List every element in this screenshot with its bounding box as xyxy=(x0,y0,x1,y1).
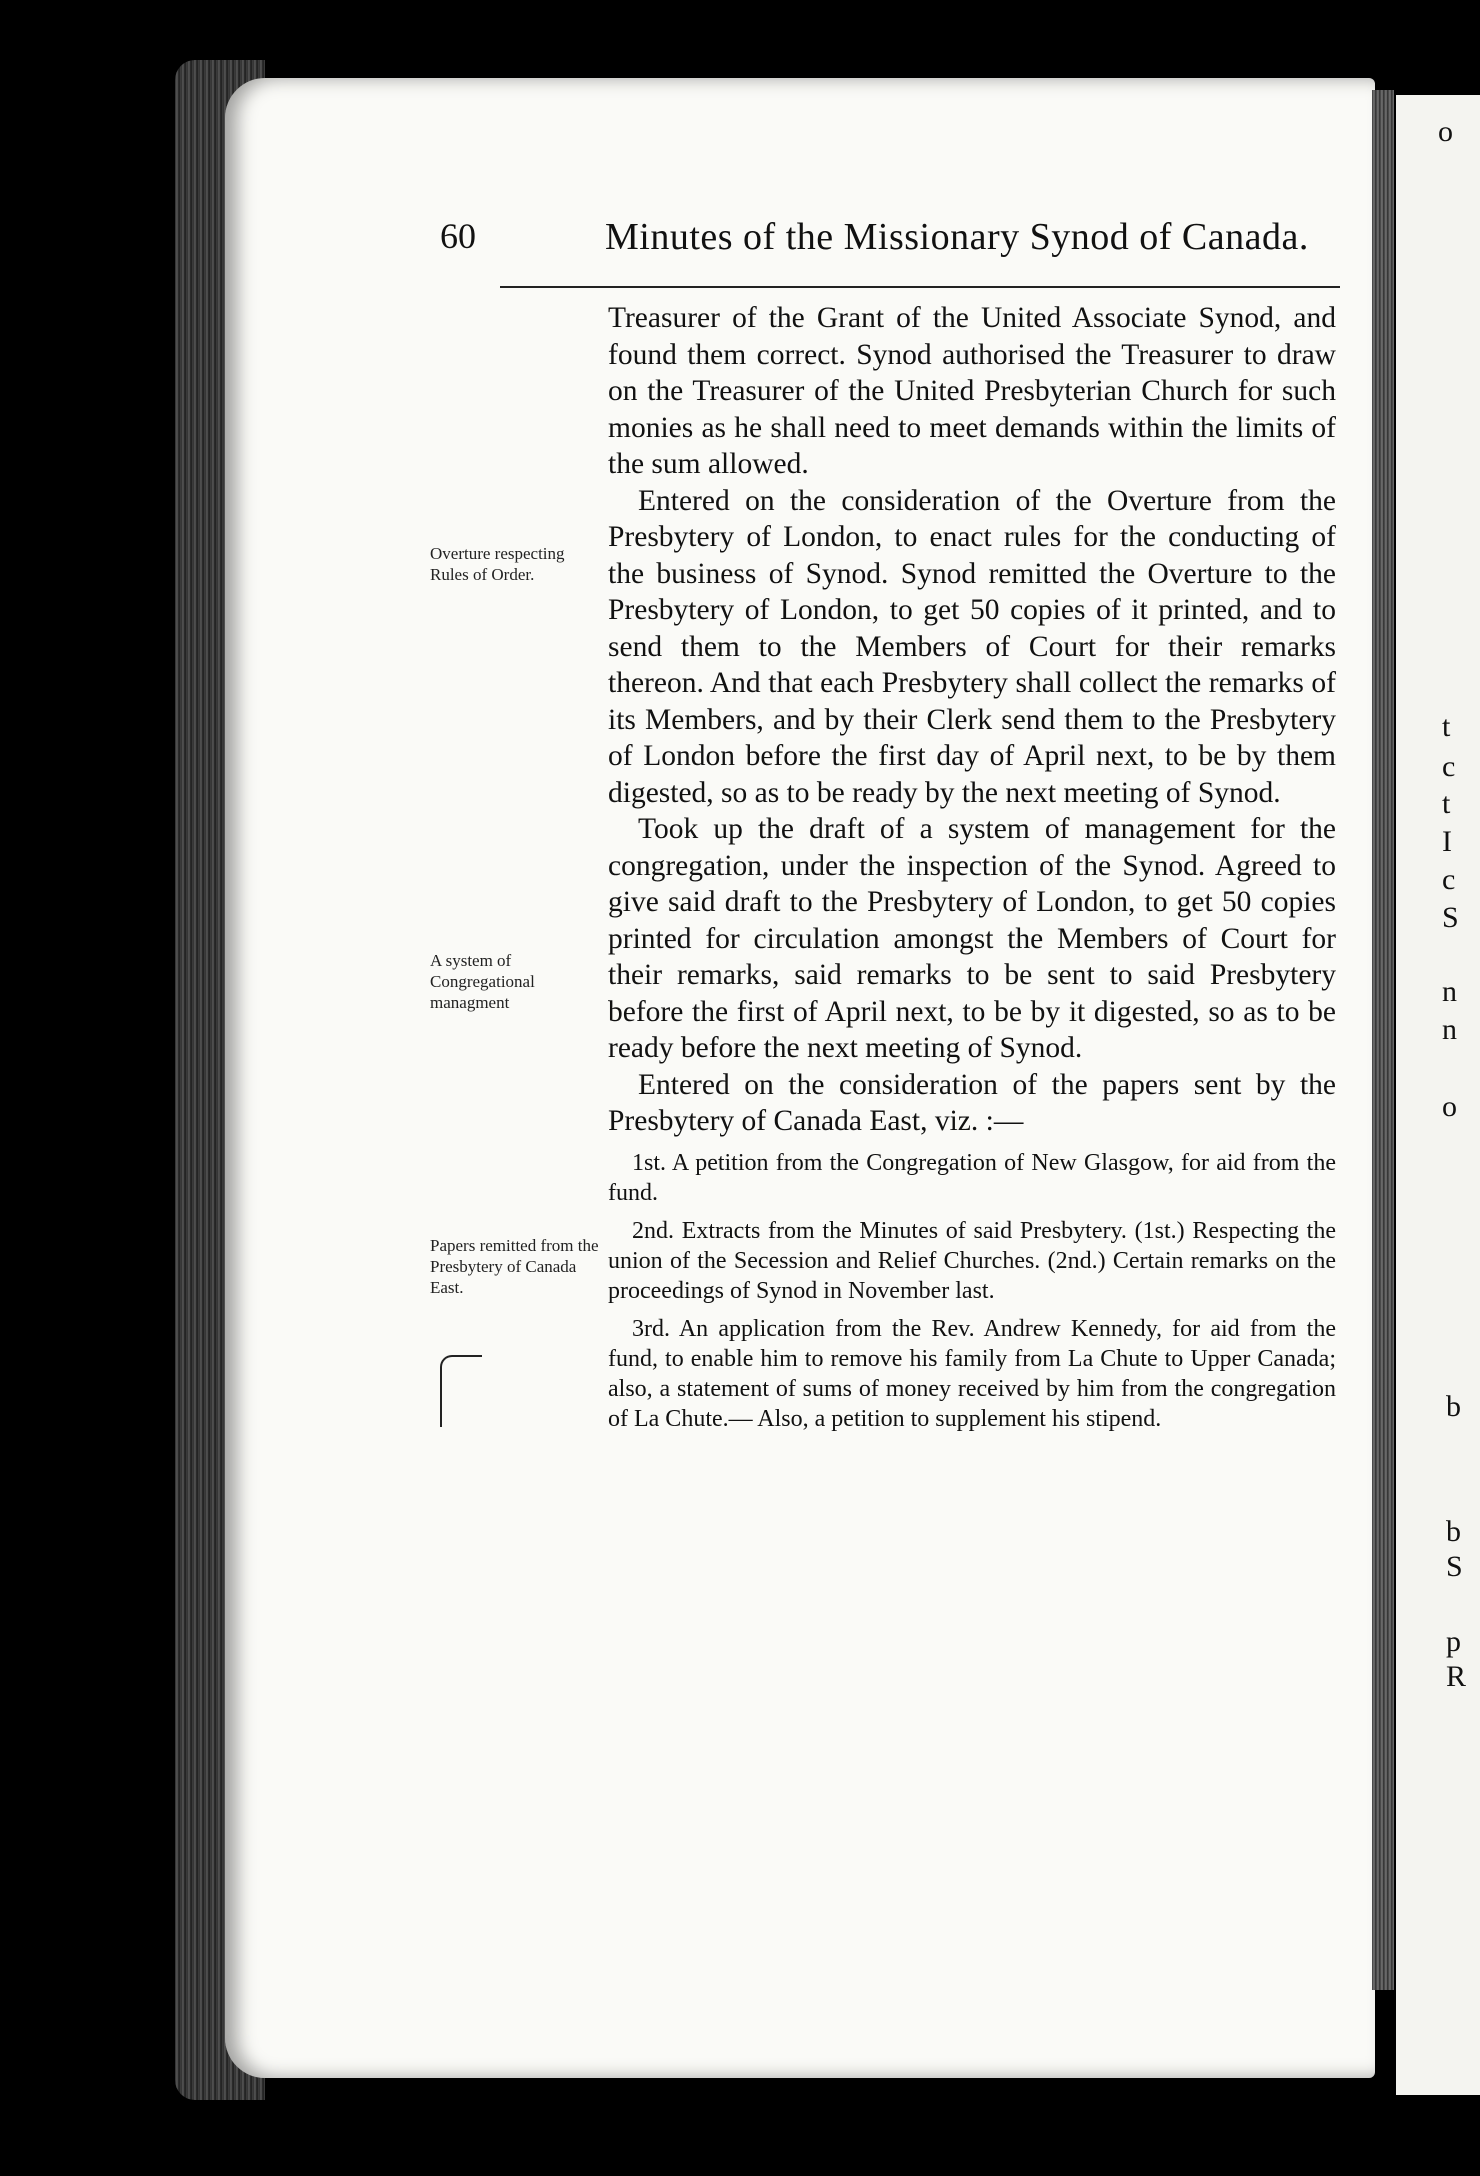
margin-note-management xyxy=(430,950,600,1013)
adjacent-page-char: c xyxy=(1442,750,1456,783)
header-rule xyxy=(500,286,1340,288)
adjacent-page-char: o xyxy=(1438,115,1453,148)
adjacent-page-char: S xyxy=(1442,901,1459,934)
margin-note-papers xyxy=(430,1235,600,1298)
margin-note-text: A system of Congregational managment xyxy=(430,951,535,1012)
adjacent-page xyxy=(1396,95,1480,2095)
adjacent-page-char: S xyxy=(1446,1550,1463,1583)
adjacent-page-char: R xyxy=(1446,1660,1467,1693)
adjacent-page-char: t xyxy=(1442,787,1451,820)
page-header xyxy=(440,215,1340,275)
list-item: 2nd. Extracts from the Minutes of said Presbytery. (1st.) Respecting the union of the Secession and Relief Churches. (2nd.) Certain remarks on the proceedings of Synod in November last. xyxy=(608,1217,1336,1304)
margin-note-overture xyxy=(430,543,600,585)
adjacent-page-char: b xyxy=(1446,1390,1461,1423)
adjacent-page-char: n xyxy=(1442,975,1457,1008)
paragraph-papers: Entered on the consideration of the papers sent by the Presbytery of Canada East, viz. :— xyxy=(608,1068,1336,1137)
margin-note-text: Papers remitted from the Presbytery of Canada East. xyxy=(430,1236,599,1297)
adjacent-page-char: I xyxy=(1442,825,1452,858)
page-gutter xyxy=(1372,90,1394,1990)
page-number: 60 xyxy=(440,216,476,256)
list-item: 3rd. An application from the Rev. Andrew Kennedy, for aid from the fund, to enable him to remove his family from La Chute to Upper Canada; also, a statement of sums of money received by him from the congregation of La Chute.— Also, a petition to supplement his stipend. xyxy=(608,1315,1336,1432)
paragraph-management: Took up the draft of a system of management for the congregation, under the inspection of the Synod. Agreed to give said draft to the Presbytery of London, to get 50 copies printed for circulation amongst the Members of Court for their remarks, said remarks to be sent to said Presbytery before the first of April next, to be by it digested, so as to be ready before the next meeting of Synod. xyxy=(608,813,1336,1064)
paragraph-overture: Entered on the consideration of the Overture from the Presbytery of London, to enact rules for the conducting of the business of Synod. Synod remitted the Overture to the Presbytery of London, to get 50 copies of it printed, and to send them to the Members of Court for their remarks thereon. And that each Presbytery shall collect the remarks of its Members, and by their Clerk send them to the Presbytery of London before the first day of April next, to be by them digested, so as to be ready by the next meeting of Synod. xyxy=(608,484,1336,809)
adjacent-page-char: n xyxy=(1442,1013,1457,1046)
adjacent-page-char: t xyxy=(1442,710,1451,743)
list-item: 1st. A petition from the Congregation of New Glasgow, for aid from the fund. xyxy=(608,1149,1336,1206)
body-text xyxy=(608,300,1336,1434)
adjacent-page-char: o xyxy=(1442,1090,1457,1123)
adjacent-page-char: b xyxy=(1446,1515,1461,1548)
adjacent-page-char: c xyxy=(1442,863,1456,896)
adjacent-page-char: p xyxy=(1446,1625,1461,1658)
margin-note-text: Overture respecting Rules of Order. xyxy=(430,544,565,584)
running-title: Minutes of the Missionary Synod of Canada. xyxy=(605,216,1309,258)
margin-bracket xyxy=(440,1355,482,1427)
paragraph-treasurer: Treasurer of the Grant of the United Associate Synod, and found them correct. Synod authorised the Treasurer to draw on the Treasurer of the United Presbyterian Church for such monies as he shall need to meet demands within the limits of the sum allowed. xyxy=(608,302,1336,480)
